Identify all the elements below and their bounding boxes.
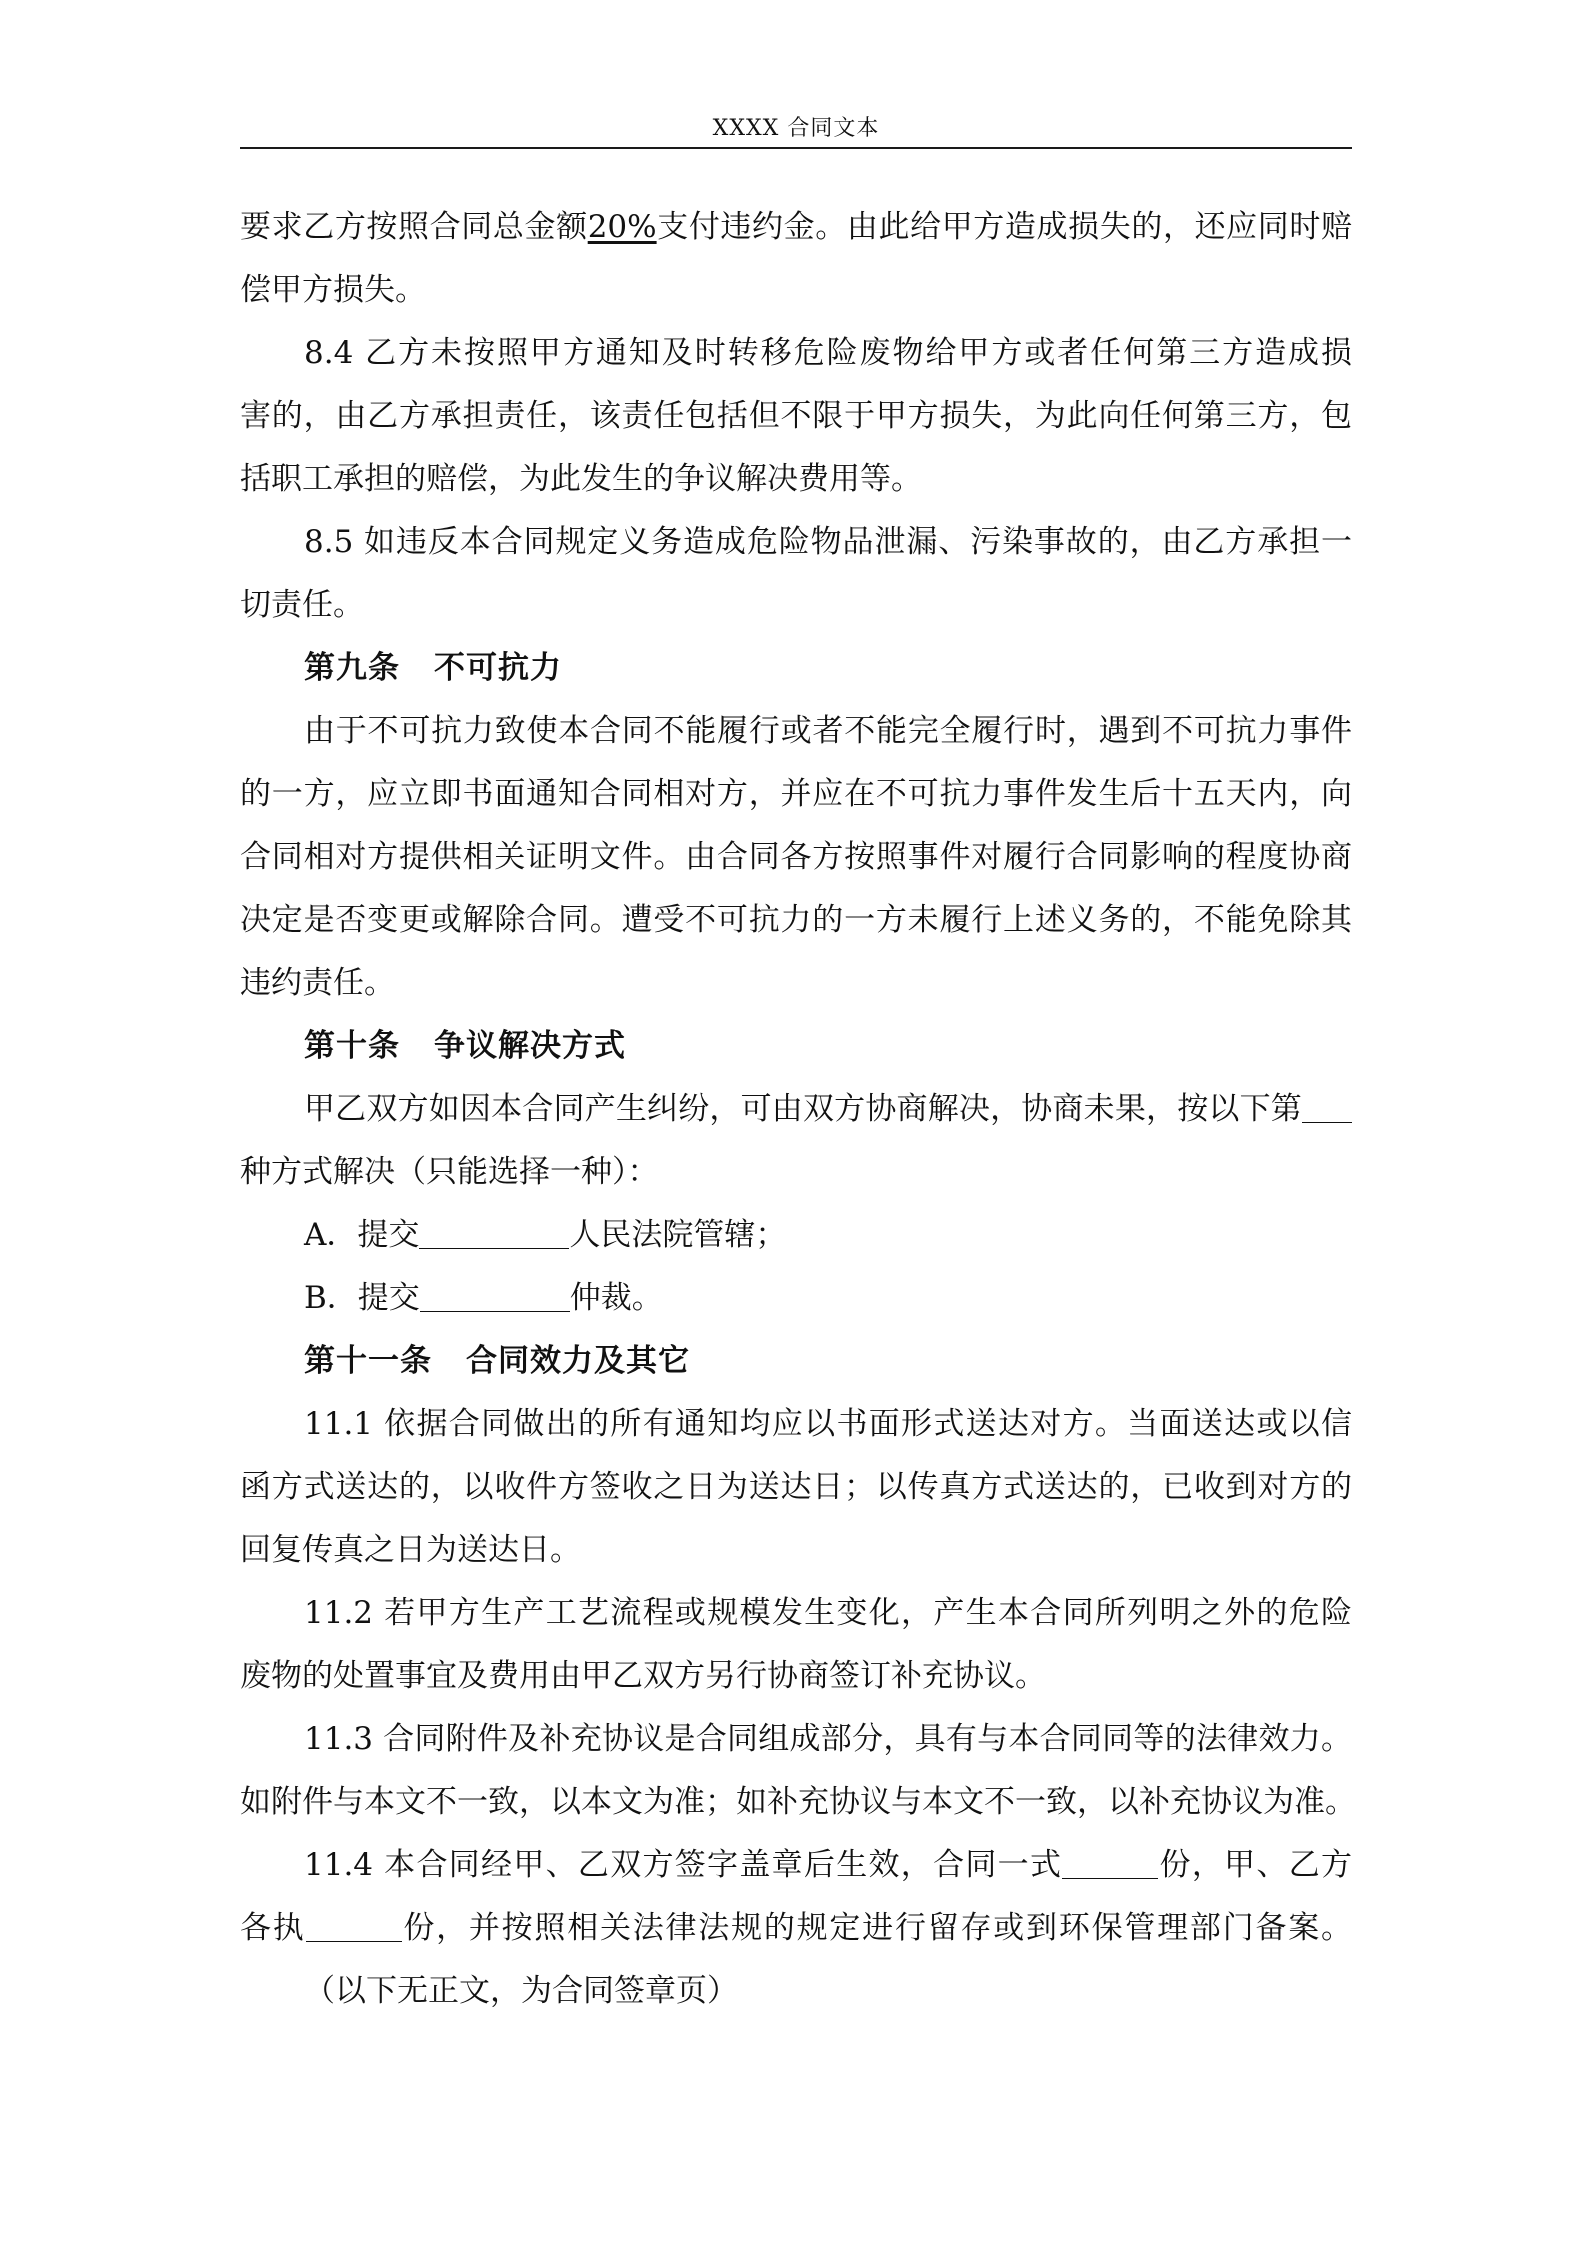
end-of-text-note: （以下无正文，为合同签章页） — [304, 1973, 738, 2009]
text-fragment: 人民法院管辖； — [569, 1217, 787, 1253]
clause-11-3-line: 11.3 合同附件及补充协议是合同组成部分，具有与本合同同等的法律效力。 — [304, 1721, 1352, 1757]
paragraph-line: 如附件与本文不一致，以本文为准；如补充协议与本文不一致，以补充协议为准。 — [240, 1784, 1356, 1820]
clause-11-2-line: 11.2 若甲方生产工艺流程或规模发生变化，产生本合同所列明之外的危险 — [304, 1595, 1352, 1631]
text-fragment: 11.4 本合同经甲、乙双方签字盖章后生效，合同一式 — [304, 1847, 1063, 1883]
paragraph-line: 由于不可抗力致使本合同不能履行或者不能完全履行时，遇到不可抗力事件 — [304, 713, 1352, 749]
page-header-title: XXXX 合同文本 — [712, 116, 880, 141]
paragraph-line: 的一方，应立即书面通知合同相对方，并应在不可抗力事件发生后十五天内，向 — [240, 776, 1352, 812]
arbitration-body-blank[interactable] — [420, 1281, 570, 1312]
copies-each-blank[interactable] — [306, 1911, 402, 1942]
article-number: 第九条 — [304, 650, 400, 686]
penalty-percentage: 20% — [587, 209, 657, 245]
contract-body — [240, 196, 1356, 2023]
paragraph-line: 废物的处置事宜及费用由甲乙双方另行协商签订补充协议。 — [240, 1658, 1046, 1694]
article-9-heading — [240, 637, 1352, 700]
article-title: 争议解决方式 — [434, 1028, 626, 1064]
paragraph-line: 害的，由乙方承担责任，该责任包括但不限于甲方损失，为此向任何第三方，包 — [240, 398, 1352, 434]
copies-total-blank[interactable] — [1062, 1848, 1158, 1879]
paragraph-line: 合同相对方提供相关证明文件。由合同各方按照事件对履行合同影响的程度协商 — [240, 839, 1352, 875]
clause-8-5-line: 8.5 如违反本合同规定义务造成危险物品泄漏、污染事故的，由乙方承担一 — [304, 524, 1352, 560]
article-11-heading — [240, 1330, 1352, 1393]
paragraph-line — [240, 1897, 1352, 1960]
article-title: 不可抗力 — [434, 650, 562, 686]
paragraph-line — [240, 1078, 1352, 1141]
text-fragment: 要求乙方按照合同总金额 — [240, 209, 588, 245]
paragraph-line: 决定是否变更或解除合同。遭受不可抗力的一方未履行上述义务的，不能免除其 — [240, 902, 1352, 938]
paragraph-line — [240, 196, 1352, 259]
text-fragment: 份，甲、乙方 — [1158, 1847, 1352, 1883]
text-fragment: A．提交 — [304, 1217, 420, 1253]
article-10-heading — [240, 1015, 1352, 1078]
clause-11-1-line: 11.1 依据合同做出的所有通知均应以书面形式送达对方。当面送达或以信 — [304, 1406, 1352, 1442]
paragraph-line: 种方式解决（只能选择一种）： — [240, 1154, 659, 1190]
clause-11-4-line — [240, 1834, 1352, 1897]
text-fragment: 甲乙双方如因本合同产生纠纷，可由双方协商解决，协商未果，按以下第 — [304, 1091, 1302, 1127]
article-number: 第十条 — [304, 1028, 400, 1064]
text-fragment: 仲裁。 — [569, 1280, 663, 1316]
option-a-line — [240, 1204, 1352, 1267]
paragraph-line: 函方式送达的，以收件方签收之日为送达日；以传真方式送达的，已收到对方的 — [240, 1469, 1352, 1505]
paragraph-line: 违约责任。 — [240, 965, 395, 1001]
clause-8-4-line: 8.4 乙方未按照甲方通知及时转移危险废物给甲方或者任何第三方造成损 — [304, 335, 1352, 371]
option-b-line — [240, 1267, 1352, 1330]
court-name-blank[interactable] — [419, 1218, 569, 1249]
article-number: 第十一条 — [304, 1343, 432, 1379]
paragraph-line: 括职工承担的赔偿，为此发生的争议解决费用等。 — [240, 461, 922, 497]
paragraph-line: 回复传真之日为送达日。 — [240, 1532, 581, 1568]
paragraph-line: 切责任。 — [240, 587, 364, 623]
paragraph-line: 偿甲方损失。 — [240, 272, 426, 308]
text-fragment: B．提交 — [304, 1280, 420, 1316]
article-title: 合同效力及其它 — [466, 1343, 690, 1379]
dispute-option-blank[interactable] — [1302, 1092, 1352, 1123]
header-divider — [240, 147, 1352, 149]
text-fragment: 份，并按照相关法律法规的规定进行留存或到环保管理部门备案。 — [401, 1910, 1353, 1946]
text-fragment: 支付违约金。由此给甲方造成损失的，还应同时赔 — [656, 209, 1353, 245]
text-fragment: 各执 — [240, 1910, 306, 1946]
